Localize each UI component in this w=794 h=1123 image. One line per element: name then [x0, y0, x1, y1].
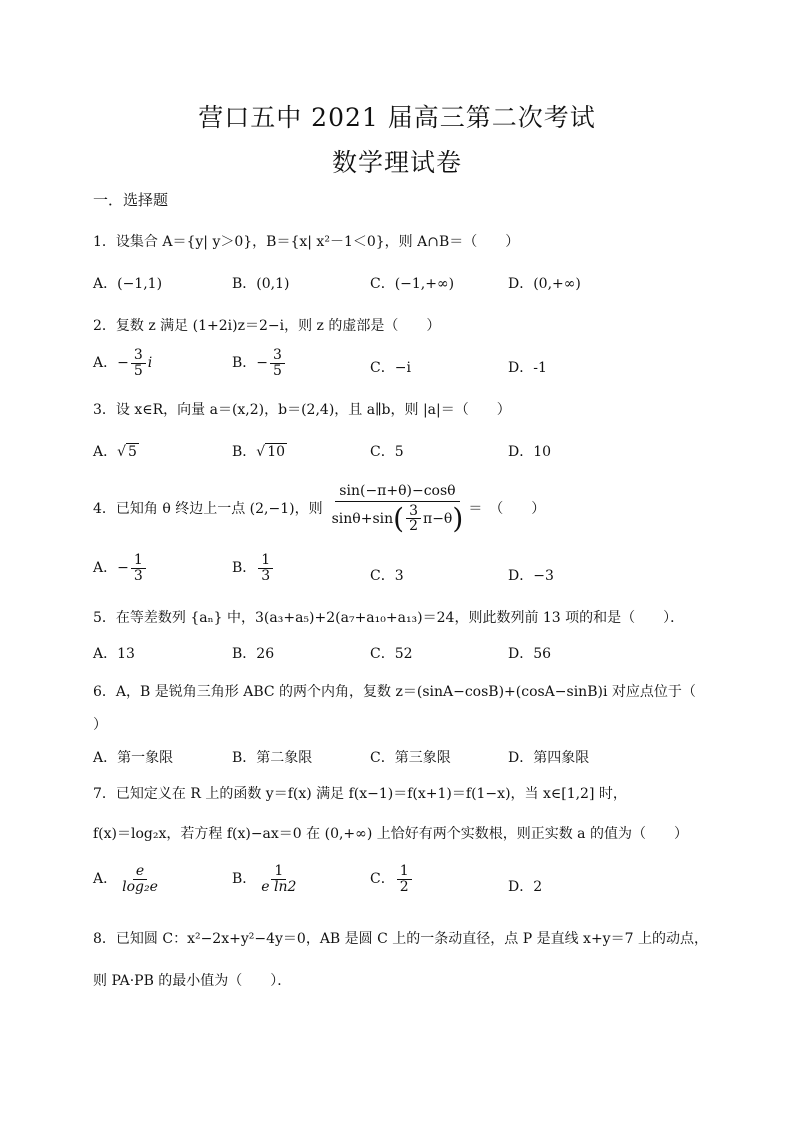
- minus-sign: −: [117, 355, 129, 372]
- question-1-option-b: B．(0,1): [232, 276, 290, 292]
- fraction-numerator: 3: [131, 348, 146, 364]
- minus-sign: −: [256, 355, 269, 372]
- option-label: A．: [93, 355, 118, 372]
- imaginary-unit: i: [147, 355, 153, 372]
- question-3-option-a: [93, 441, 139, 461]
- denominator-part-b: π−θ: [423, 510, 453, 527]
- question-7-option-b: [232, 864, 301, 894]
- question-6-option-a: A．第一象限: [93, 750, 174, 766]
- question-7-stem-continued: f(x)＝log₂x，若方程 f(x)−ax＝0 在 (0,+∞) 上恰好有两个实数根，则正实数 a 的值为（ ）: [93, 826, 688, 842]
- expression-numerator: sin(−π+θ)−cosθ: [335, 482, 459, 502]
- question-3-option-d: D．10: [508, 444, 552, 460]
- question-7-stem: 7．已知定义在 R 上的函数 y＝f(x) 满足 f(x−1)＝f(x+1)＝f(1−x)，当 x∈[1,2] 时，: [93, 786, 627, 802]
- inner-numerator: 3: [406, 504, 421, 520]
- question-4-expression: [329, 482, 467, 534]
- question-8-stem-continued: 则 PA·PB 的最小值为（ ）．: [93, 973, 292, 989]
- inner-denominator: 2: [409, 518, 418, 535]
- question-4-suffix: ＝ （ ）: [468, 501, 546, 518]
- fraction-denominator: 3: [261, 567, 271, 584]
- question-6-stem: 6．A，B 是锐角三角形 ABC 的两个内角，复数 z＝(sinA−cosB)+(cosA−sinB)i 对应点位于（: [93, 684, 696, 700]
- option-label: C．: [370, 871, 395, 888]
- fraction: [270, 348, 285, 378]
- fraction-denominator: e ln2: [261, 878, 297, 895]
- question-4-option-a: [93, 553, 148, 583]
- question-1-option-a: A．(−1,1): [93, 276, 163, 292]
- fraction-numerator: 1: [131, 553, 146, 569]
- option-label: A．: [93, 444, 118, 460]
- question-5-option-b: B．26: [232, 646, 275, 662]
- question-2-option-a: [93, 348, 152, 378]
- fraction-denominator: 5: [273, 362, 282, 379]
- question-6-stem-continued: ）: [93, 717, 107, 733]
- question-2-option-c: C．−i: [370, 360, 411, 376]
- option-label: B．: [232, 560, 257, 577]
- section-heading: 一．选择题: [93, 191, 169, 209]
- question-5-stem: 5．在等差数列 {aₙ} 中，3(a₃+a₅)+2(a₇+a₁₀+a₁₃)＝24，则此数列前 13 项的和是（ ）．: [93, 610, 685, 626]
- question-4-prefix: 4．已知角 θ 终边上一点 (2,−1)，则: [93, 501, 323, 518]
- denominator-part-a: sinθ+sin: [331, 510, 394, 527]
- fraction-numerator: 1: [397, 864, 412, 880]
- question-6-option-b: B．第二象限: [232, 750, 313, 766]
- fraction-numerator: 1: [271, 864, 286, 880]
- fraction: [131, 348, 146, 378]
- option-label: B．: [232, 444, 257, 460]
- question-4-option-d: D．−3: [508, 568, 554, 584]
- fraction: [397, 864, 412, 894]
- question-7-option-a: [93, 864, 163, 894]
- fraction-numerator: 3: [270, 348, 285, 364]
- right-paren-icon: ): [452, 501, 464, 535]
- minus-sign: −: [117, 560, 129, 577]
- inner-fraction: [406, 504, 421, 534]
- fraction-denominator: 5: [133, 362, 143, 379]
- expression-denominator: [329, 502, 467, 534]
- question-4-stem: [93, 482, 545, 534]
- fraction-denominator: 3: [133, 567, 143, 584]
- question-6-option-d: D．第四象限: [508, 750, 590, 766]
- question-5-option-c: C．52: [370, 646, 413, 662]
- fraction-denominator: log₂e: [122, 878, 158, 895]
- fraction: [258, 553, 273, 583]
- fraction: [131, 553, 146, 583]
- option-label: B．: [232, 355, 257, 372]
- question-2-option-b: [232, 348, 287, 378]
- question-1-stem: 1．设集合 A＝{y| y＞0}，B＝{x| x²－1＜0}，则 A∩B＝（ ）: [93, 234, 520, 250]
- question-7-option-c: [370, 864, 414, 894]
- question-7-option-d: D．2: [508, 879, 543, 895]
- fraction-numerator: e: [133, 864, 147, 880]
- question-6-option-c: C．第三象限: [370, 750, 451, 766]
- fraction: [119, 864, 161, 894]
- question-5-option-a: A．13: [93, 646, 135, 662]
- question-3-option-b: [232, 441, 287, 461]
- sqrt-icon: √: [117, 444, 127, 460]
- exam-subtitle: 数学理试卷: [331, 148, 462, 177]
- fraction-numerator: 1: [258, 553, 273, 569]
- sqrt-radicand: 10: [267, 444, 286, 460]
- exam-title: 营口五中 2021 届高三第二次考试: [198, 103, 596, 132]
- question-4-option-b: [232, 553, 275, 583]
- option-label: A．: [93, 871, 118, 888]
- question-2-stem: 2．复数 z 满足 (1+2i)z＝2−i，则 z 的虚部是（ ）: [93, 318, 441, 334]
- sqrt-icon: √: [256, 444, 266, 460]
- question-1-option-c: C．(−1,+∞): [370, 276, 455, 292]
- question-2-option-d: D．-1: [508, 360, 547, 376]
- option-label: A．: [93, 560, 118, 577]
- question-1-option-d: D．(0,+∞): [508, 276, 581, 292]
- question-4-option-c: C．3: [370, 568, 404, 584]
- fraction: [258, 864, 299, 894]
- left-paren-icon: (: [393, 501, 405, 535]
- question-3-stem: 3．设 x∈R，向量 a＝(x,2)，b＝(2,4)，且 a∥b，则 |a|＝（ ）: [93, 402, 511, 418]
- question-3-option-c: C．5: [370, 444, 404, 460]
- fraction-denominator: 2: [399, 878, 409, 895]
- question-8-stem: 8．已知圆 C：x²−2x+y²−4y＝0，AB 是圆 C 上的一条动直径，点 P 是直线 x+y＝7 上的动点，: [93, 931, 708, 947]
- question-5-option-d: D．56: [508, 646, 552, 662]
- sqrt-radicand: 5: [128, 444, 137, 460]
- option-label: B．: [232, 871, 257, 888]
